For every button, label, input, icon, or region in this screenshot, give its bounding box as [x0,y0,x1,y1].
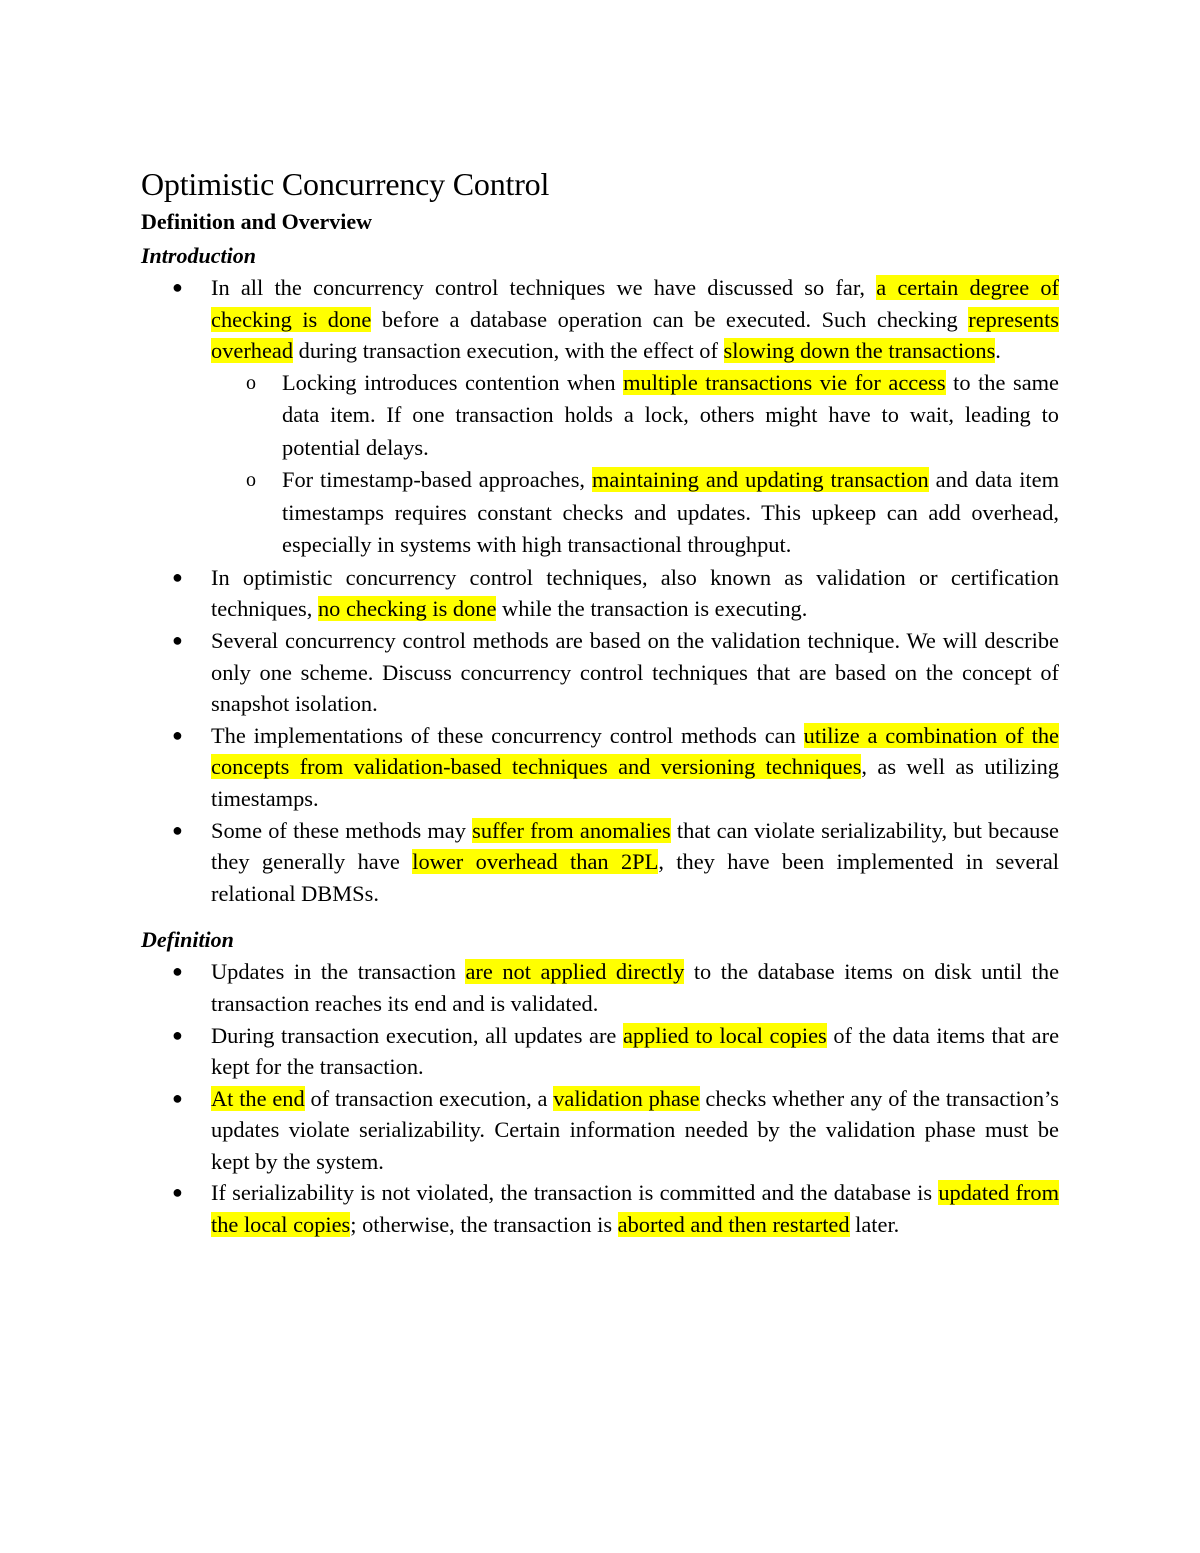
text-run: , they have been implemented in several relational DBMSs. [211,849,1060,906]
text-run: In all the concurrency control techniques we have discussed so far, [211,275,877,300]
text-run: of transaction execution, a [304,1085,554,1111]
list-item [141,562,1059,625]
list-item-text [211,1023,1059,1080]
text-run: that can violate serializability, but because they generally have [211,817,1059,875]
text-run: , as well as utilizing timestamps. [211,754,1059,811]
text-run: during transaction execution, with the effect of [293,338,724,364]
list-item [141,272,1059,562]
bullet-icon: ● [172,277,183,297]
highlighted-text: represents overhead [211,306,1059,364]
text-run: before a database operation can be executed. Such checking [371,306,969,332]
text-run: The implementations of these concurrency control methods can [211,722,804,748]
text-run: If serializability is not violated, the transaction is committed and the database is [211,1180,939,1206]
list-item-text [211,959,1059,1016]
text-run: During transaction execution, all updates are [211,1022,623,1048]
sub-list-item [211,464,1059,562]
list-item [141,1083,1059,1178]
list-item-text [211,275,1059,363]
bullet-icon: ● [172,629,183,650]
list-item-text [211,1086,1059,1174]
highlighted-text: updated from the local copies [211,1180,1060,1238]
text-run: and data item timestamps requires constant checks and updates. This upkeep can add overhead, especially in systems with high transactional throughput. [282,467,1059,558]
highlighted-text: slowing down the transactions [723,338,996,364]
text-run: ; otherwise, the transaction is [350,1212,618,1238]
text-run: checks whether any of the transaction’s updates violate serializability. Certain information needed by the validation phase must be kept by the system. [211,1085,1059,1174]
highlighted-text: no checking is done [317,596,497,622]
text-run: Some of these methods may [211,817,473,843]
page-subtitle: Definition and Overview [141,209,372,234]
bullet-icon: ● [172,1087,183,1108]
bullet-icon: ● [172,961,183,982]
text-run: later. [849,1212,900,1238]
bullet-list [141,956,1059,1240]
text-run: For timestamp-based approaches, [282,467,592,493]
bullet-icon: ● [172,1024,183,1045]
bullet-icon: ● [172,819,183,840]
document-page [141,164,1059,1241]
text-run: Updates in the transaction [211,959,466,985]
highlighted-text: lower overhead than 2PL [412,849,659,875]
text-run: to the same data item. If one transaction holds a lock, others might have to wait, leading to potential delays. [282,369,1059,460]
list-item-text [211,628,1059,716]
page-title: Optimistic Concurrency Control [141,166,550,202]
highlighted-text: applied to local copies [622,1022,827,1048]
text-run: Several concurrency control methods are based on the validation technique. We will describe only one scheme. Discuss concurrency control techniques that are based on the concept of snapshot isolation. [211,627,1059,717]
section-definition [141,924,1059,1240]
list-item-text [211,818,1059,906]
highlighted-text: a certain degree of checking is done [211,275,1059,332]
highlighted-text: are not applied directly [465,959,685,985]
section-heading: Introduction [141,243,256,268]
text-run: In optimistic concurrency control techniques, also known as validation or certification techniques, [211,564,1059,622]
text-run: of the data items that are kept for the transaction. [211,1022,1060,1080]
sub-bullet-icon: o [246,371,256,394]
highlighted-text: maintaining and updating transaction [591,467,929,493]
list-item-text [211,1180,1059,1237]
list-item [141,1020,1059,1083]
highlighted-text: validation phase [553,1085,700,1111]
bullet-icon: ● [172,724,183,745]
bullet-list [141,272,1059,909]
highlighted-text: aborted and then restarted [617,1212,850,1238]
highlighted-text: At the end [211,1085,305,1111]
list-item [141,1177,1059,1240]
list-item [141,956,1059,1019]
highlighted-text: multiple transactions vie for access [623,369,946,395]
list-item [141,815,1059,910]
sub-bullet-list [211,367,1059,562]
list-item [141,625,1059,720]
list-item-text [211,723,1059,811]
sub-list-item [211,367,1059,465]
sub-list-item-text [282,370,1059,460]
list-item [141,720,1059,815]
text-run: Locking introduces contention when [282,369,624,395]
text-run: while the transaction is executing. [496,596,808,622]
highlighted-text: suffer from anomalies [472,817,671,843]
list-item-text [211,565,1059,622]
bullet-icon: ● [172,566,183,587]
text-run: . [995,338,1001,364]
bullet-icon: ● [172,1182,183,1203]
sub-bullet-icon: o [246,469,256,492]
sub-list-item-text [282,467,1059,557]
section-introduction [141,240,1059,909]
highlighted-text: utilize a combination of the concepts from validation-based techniques and versioning techniques [211,722,1059,780]
section-heading: Definition [141,927,234,953]
text-run: to the database items on disk until the transaction reaches its end and is validated. [211,959,1060,1016]
